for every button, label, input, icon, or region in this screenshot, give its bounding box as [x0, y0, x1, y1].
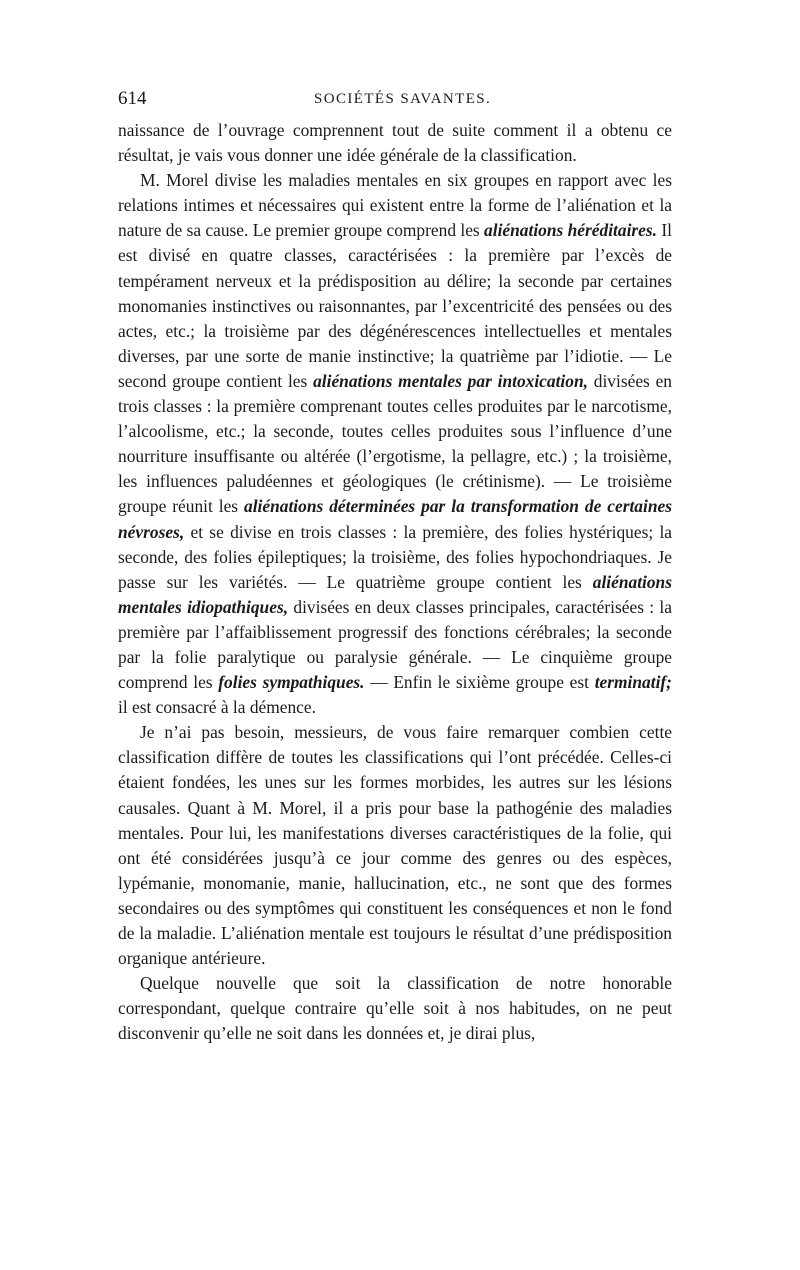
- text-run: — Enfin le sixième groupe est: [364, 672, 595, 693]
- text-run: et se divise en trois classes : la première, des folies hystériques; la seconde, des folies épileptiques; la troisième, des folies hypochondriaques. Je passe sur les variétés. — Le quatrième groupe contient les: [118, 521, 672, 592]
- italic-term: aliénations héréditaires.: [484, 220, 658, 241]
- paragraph: [118, 720, 672, 971]
- text-run: Il est divisé en quatre classes, caractérisées : la première par l’excès de tempérament nerveux et la prédisposition au délire; la seconde par certaines monomanies instinctives ou raisonnantes, par l’excentricité des pensées ou des actes, etc.; la troisième par des dégénérescences intellectuelles et mentales diverses, par une sorte de manie instinctive; la quatrième par l’idiotie. — Le second groupe contient les: [118, 220, 672, 391]
- paragraph: [118, 168, 672, 720]
- italic-term: aliénations mentales par intoxication,: [313, 370, 588, 391]
- italic-term: folies sympathiques.: [218, 672, 365, 693]
- text-run: naissance de l’ouvrage comprennent tout de suite comment il a obtenu ce résultat, je vais vous donner une idée générale de la classification.: [118, 120, 672, 166]
- paragraph: [118, 971, 672, 1046]
- body-text: [118, 118, 672, 1046]
- italic-term: aliénations mentales idiopathiques,: [118, 571, 672, 617]
- text-run: divisées en deux classes principales, caractérisées : la première par l’affaiblissement progressif des fonctions cérébrales; la seconde par la folie paralytique ou paralysie générale. — Le cinquième groupe comprend les: [118, 596, 672, 693]
- text-run: il est consacré à la démence.: [118, 697, 316, 718]
- text-run: divisées en trois classes : la première comprenant toutes celles produites par le narcotisme, l’alcoolisme, etc.; la seconde, toutes celles produites sous l’influence d’une nourriture insuffisante ou altérée (l’ergotisme, la pellagre, etc.) ; la troisième, les influences paludéennes et géologiques (le crétinisme). — Le troisième groupe réunit les: [118, 370, 673, 517]
- text-run: Je n’ai pas besoin, messieurs, de vous faire remarquer combien cette classification diffère de toutes les classifications qui l’ont précédée. Celles-ci étaient fondées, les unes sur les formes morbides, les autres sur les lésions causales. Quant à M. Morel, il a pris pour base la pathogénie des maladies mentales. Pour lui, les manifestations diverses caractéristiques de la folie, qui ont été considérées jusqu’à ce jour comme des genres ou des espèces, lypémanie, monomanie, manie, hallucination, etc., ne sont que des formes secondaires ou des symptômes qui constituent les conséquences et non le fond de la maladie. L’aliénation mentale est toujours le résultat d’une prédisposition organique antérieure.: [118, 722, 672, 969]
- page-number: 614: [118, 88, 147, 109]
- book-page: [118, 88, 672, 1046]
- paragraph: [118, 118, 672, 168]
- running-title: SOCIÉTÉS SAVANTES.: [314, 91, 492, 107]
- italic-term: aliénations déterminées par la transformation de certaines névroses,: [118, 496, 672, 542]
- page-header: [118, 88, 672, 118]
- text-run: M. Morel divise les maladies mentales en six groupes en rapport avec les relations intimes et nécessaires qui existent entre la forme de l’aliénation et la nature de sa cause. Le premier groupe comprend les: [118, 170, 672, 241]
- italic-term: terminatif;: [594, 672, 672, 693]
- text-run: Quelque nouvelle que soit la classification de notre honorable correspondant, quelque contraire qu’elle soit à nos habitudes, on ne peut disconvenir qu’elle ne soit dans les données et, je dirai plus,: [118, 973, 672, 1044]
